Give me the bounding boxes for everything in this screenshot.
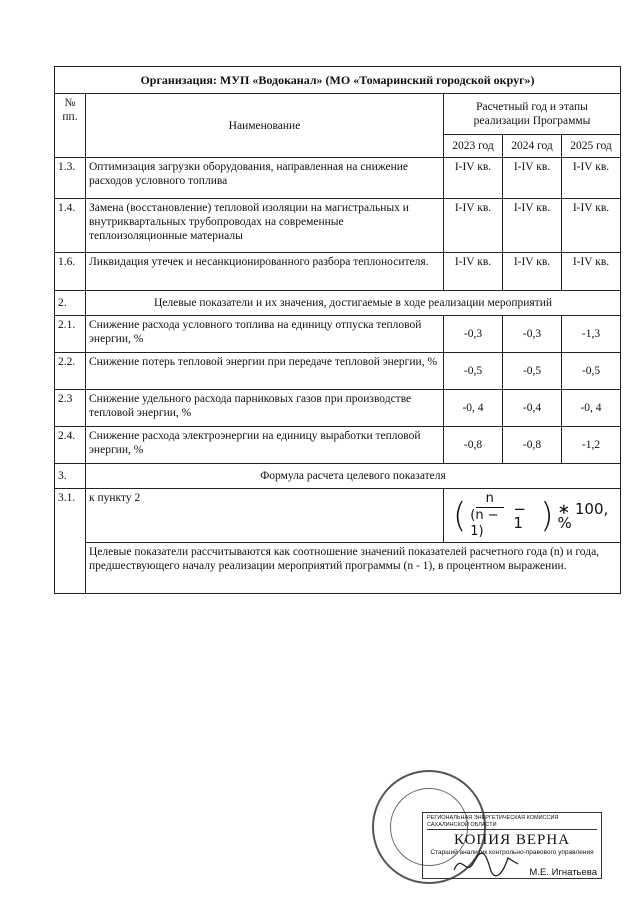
row-value: I-IV кв. xyxy=(444,253,503,291)
section-title: Целевые показатели и их значения, достигаемые в ходе реализации мероприятий xyxy=(86,291,621,316)
row-name: Замена (восстановление) тепловой изоляции на магистральных и внутриквартальных трубопроводах на современные теплоизоляционные материалы xyxy=(86,199,444,253)
formula-cell xyxy=(444,489,621,543)
row-num: 2.4. xyxy=(55,427,86,464)
section-row xyxy=(55,291,621,316)
table-row xyxy=(55,253,621,291)
row-value: -1,2 xyxy=(562,427,621,464)
cert-name: М.Е. Игнатьева xyxy=(529,867,597,878)
row-value: -0, 4 xyxy=(444,390,503,427)
cert-organization: РЕГИОНАЛЬНАЯ ЭНЕРГЕТИЧЕСКАЯ КОМИССИЯ САХАЛИНСКОЙ ОБЛАСТИ xyxy=(427,815,597,830)
section-row xyxy=(55,464,621,489)
formula-fraction xyxy=(470,491,509,540)
row-num: 2.3 xyxy=(55,390,86,427)
row-name: Ликвидация утечек и несанкционированного разбора теплоносителя. xyxy=(86,253,444,291)
certification-stamp xyxy=(422,812,602,882)
row-value: -0,3 xyxy=(503,316,562,353)
row-value: -0,4 xyxy=(503,390,562,427)
row-name: Снижение потерь тепловой энергии при передаче тепловой энергии, % xyxy=(86,353,444,390)
row-value: I-IV кв. xyxy=(503,158,562,199)
col-period-header: Расчетный год и этапы реализации Программы xyxy=(444,94,621,135)
row-num: 1.6. xyxy=(55,253,86,291)
row-num: 1.3. xyxy=(55,158,86,199)
note-row xyxy=(55,543,621,594)
table-row xyxy=(55,390,621,427)
table-row xyxy=(55,353,621,390)
row-value: I-IV кв. xyxy=(562,199,621,253)
year-2023-header: 2023 год xyxy=(444,135,503,158)
row-num: 2.1. xyxy=(55,316,86,353)
row-name: Оптимизация загрузки оборудования, направленная на снижение расходов условного топлива xyxy=(86,158,444,199)
row-value: I-IV кв. xyxy=(562,253,621,291)
row-value: -0,5 xyxy=(503,353,562,390)
row-name: к пункту 2 xyxy=(86,489,444,543)
cert-title: КОПИЯ ВЕРНА xyxy=(453,832,571,848)
row-name: Снижение расхода электроэнергии на единицу выработки тепловой энергии, % xyxy=(86,427,444,464)
row-value: -0,5 xyxy=(444,353,503,390)
table-row xyxy=(55,427,621,464)
organization-header: Организация: МУП «Водоканал» (МО «Томаринский городской округ») xyxy=(55,67,621,94)
signature xyxy=(452,850,522,880)
row-value: I-IV кв. xyxy=(503,199,562,253)
formula: ( $\frac{n}{(n - 1)}$ − 1 ) ∗ 100, % xyxy=(447,491,617,540)
row-value: -0,8 xyxy=(444,427,503,464)
section-num: 3. xyxy=(55,464,86,489)
formula-row xyxy=(55,489,621,543)
row-value: -0, 4 xyxy=(562,390,621,427)
row-name: Снижение расхода условного топлива на единицу отпуска тепловой энергии, % xyxy=(86,316,444,353)
row-value: -0,3 xyxy=(444,316,503,353)
row-value: -1,3 xyxy=(562,316,621,353)
year-2025-header: 2025 год xyxy=(562,135,621,158)
program-table xyxy=(54,66,621,594)
col-name-header: Наименование xyxy=(86,94,444,158)
formula-minus: − 1 xyxy=(513,499,526,532)
row-value: -0,8 xyxy=(503,427,562,464)
row-value: I-IV кв. xyxy=(562,158,621,199)
note-text: Целевые показатели рассчитываются как соотношение значений показателей расчетного года (n) и года, предшествующего началу реализации мероприятий программы (n - 1), в процентном выражении. xyxy=(86,543,621,594)
row-num: 2.2. xyxy=(55,353,86,390)
formula-numerator: n xyxy=(476,491,504,508)
row-value: I-IV кв. xyxy=(444,158,503,199)
table-row xyxy=(55,158,621,199)
row-name: Снижение удельного расхода парниковых газов при производстве тепловой энергии, % xyxy=(86,390,444,427)
cert-position: Старший аналитик контрольно-правового управления xyxy=(430,849,594,856)
row-value: I-IV кв. xyxy=(444,199,503,253)
section-title: Формула расчета целевого показателя xyxy=(86,464,621,489)
formula-denominator: (n − 1) xyxy=(470,508,499,539)
row-value: -0,5 xyxy=(562,353,621,390)
row-num: 1.4. xyxy=(55,199,86,253)
section-num: 2. xyxy=(55,291,86,316)
row-num: 3.1. xyxy=(55,489,86,594)
table-row xyxy=(55,316,621,353)
col-num-header: № пп. xyxy=(55,94,86,158)
year-2024-header: 2024 год xyxy=(503,135,562,158)
formula-tail: ∗ 100, % xyxy=(557,499,609,532)
table-row xyxy=(55,199,621,253)
row-value: I-IV кв. xyxy=(503,253,562,291)
